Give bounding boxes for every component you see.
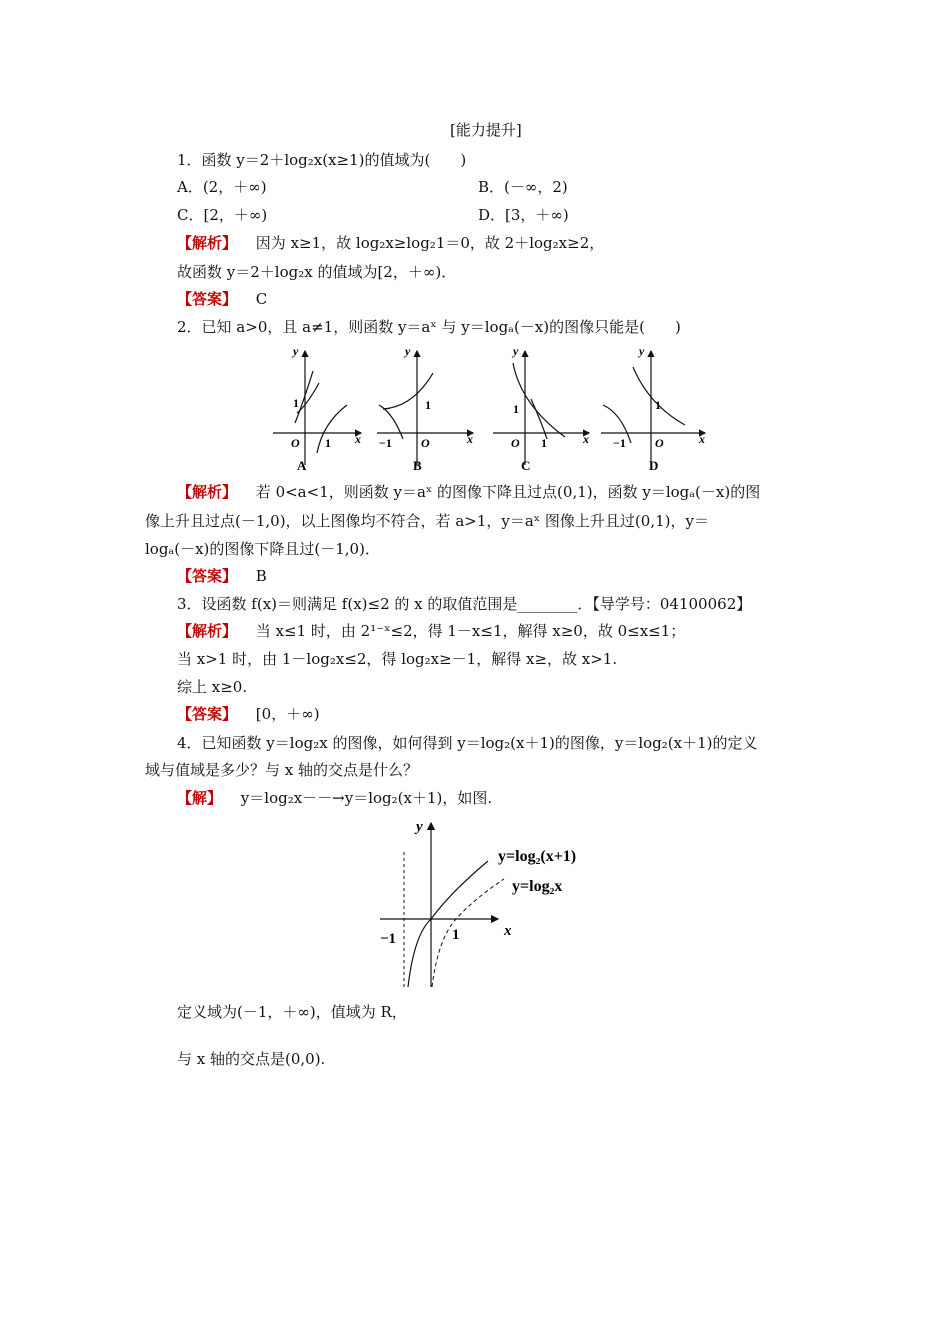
q3-analysis-line-2: 当 x>1 时，由 1－log₂x≤2，得 log₂x≥－1，解得 x≥，故 x>1.	[177, 650, 618, 668]
q2-analysis	[177, 482, 760, 502]
q3-analysis	[177, 621, 685, 641]
q2-analysis-line-2: 像上升且过点(－1,0)，以上图像均不符合，若 a>1，y＝aˣ 图像上升且过(0,1)，y＝	[145, 512, 709, 530]
q1-answer	[177, 289, 267, 309]
q3-stem: 3．设函数 f(x)＝则满足 f(x)≤2 的 x 的取值范围是________．【导学号：04100062】	[177, 595, 752, 613]
graph-d-neg-one: −1	[613, 436, 626, 450]
q3-answer	[177, 704, 320, 724]
graph-b-neg-one: −1	[379, 436, 392, 450]
graph-c-origin: O	[511, 436, 520, 450]
graph-b-label: B	[413, 458, 422, 473]
q4-neg-one: −1	[380, 931, 397, 947]
q2-analysis-line-1: 若 0<a<1，则函数 y＝aˣ 的图像下降且过点(0,1)，函数 y＝logₐ(－x)的图	[255, 483, 761, 501]
graph-d-origin: O	[655, 436, 664, 450]
q3-answer-value: [0，＋∞)	[255, 705, 320, 723]
q1-option-d: D．[3，＋∞)	[478, 206, 569, 224]
graph-b-y-label: y	[405, 344, 411, 358]
graph-c-one-x: 1	[541, 436, 547, 450]
q2-graphs	[265, 343, 715, 475]
graph-a-x-label: x	[355, 432, 361, 446]
graph-a-one: 1	[293, 396, 299, 410]
q4-intersection: 与 x 轴的交点是(0,0).	[177, 1050, 326, 1068]
graph-b-origin: O	[421, 436, 430, 450]
graph-d-x-label: x	[699, 432, 705, 446]
graph-a-y-label: y	[293, 344, 299, 358]
q4-stem-line-1: 4．已知函数 y＝log₂x 的图像，如何得到 y＝log₂(x＋1)的图像，y＝log₂(x＋1)的定义	[177, 734, 758, 752]
q1-answer-value: C	[255, 290, 268, 308]
graph-b	[377, 344, 473, 473]
graph-d-label: D	[649, 458, 659, 473]
graph-a-one-x: 1	[325, 436, 331, 450]
q4-domain-range: 定义域为(－1，＋∞)，值域为 R，	[177, 1003, 407, 1021]
analysis-tag: 【解析】	[177, 234, 238, 252]
q3-analysis-line-3: 综上 x≥0.	[177, 678, 248, 696]
graph-c-one: 1	[513, 402, 519, 416]
q4-one: 1	[452, 927, 460, 943]
q1-analysis-line-2: 故函数 y＝2＋log₂x 的值域为[2，＋∞)．	[177, 263, 457, 281]
q2-analysis-line-3: logₐ(－x)的图像下降且过(－1,0)．	[145, 540, 380, 558]
q1-stem: 1．函数 y＝2＋log₂x(x≥1)的值域为( )	[177, 151, 467, 169]
graph-d	[601, 344, 705, 473]
graph-a	[273, 344, 361, 473]
q2-answer	[177, 566, 267, 586]
q3-analysis-line-1: 当 x≤1 时，由 2¹⁻ˣ≤2，得 1－x≤1，解得 x≥0，故 0≤x≤1；	[255, 622, 686, 640]
graph-d-one: 1	[655, 398, 661, 412]
q4-graph	[370, 815, 600, 990]
q2-answer-value: B	[255, 567, 267, 585]
answer-tag: 【答案】	[177, 567, 238, 585]
curve-log2-x	[432, 879, 504, 987]
q2-stem: 2．已知 a>0，且 a≠1，则函数 y＝aˣ 与 y＝logₐ(－x)的图像只能是( )	[177, 318, 681, 336]
q1-option-a: A．(2，＋∞)	[177, 178, 267, 196]
graph-b-one: 1	[425, 398, 431, 412]
q4-solution	[177, 788, 492, 808]
curve-log2-x-plus-1	[408, 861, 488, 987]
q1-option-b: B．(－∞，2)	[478, 178, 568, 196]
analysis-tag: 【解析】	[177, 483, 238, 501]
graph-a-label: A	[297, 458, 307, 473]
q4-label-base: y=log₂x	[512, 878, 563, 895]
q1-analysis-line-1: 因为 x≥1，故 log₂x≥log₂1＝0，故 2＋log₂x≥2，	[255, 234, 605, 252]
graph-a-origin: O	[291, 436, 300, 450]
q4-x-label: x	[504, 923, 512, 939]
q4-solution-text: y＝log₂x－－→y＝log₂(x＋1)，如图.	[240, 789, 493, 807]
graph-c-label: C	[521, 458, 531, 473]
q4-label-shifted: y=log₂(x+1)	[498, 848, 577, 865]
graph-c-x-label: x	[583, 432, 589, 446]
answer-tag: 【答案】	[177, 290, 238, 308]
solution-tag: 【解】	[177, 789, 223, 807]
q4-y-label: y	[416, 819, 423, 835]
graph-b-x-label: x	[467, 432, 473, 446]
graph-c-y-label: y	[513, 344, 519, 358]
q4-stem-line-2: 域与值域是多少？与 x 轴的交点是什么？	[145, 761, 418, 779]
graph-d-y-label: y	[639, 344, 645, 358]
graph-c	[493, 344, 589, 473]
q1-analysis	[177, 233, 604, 253]
answer-tag: 【答案】	[177, 705, 238, 723]
q1-option-c: C．[2，＋∞)	[177, 206, 268, 224]
analysis-tag: 【解析】	[177, 622, 238, 640]
section-header: [能力提升]	[450, 121, 522, 139]
